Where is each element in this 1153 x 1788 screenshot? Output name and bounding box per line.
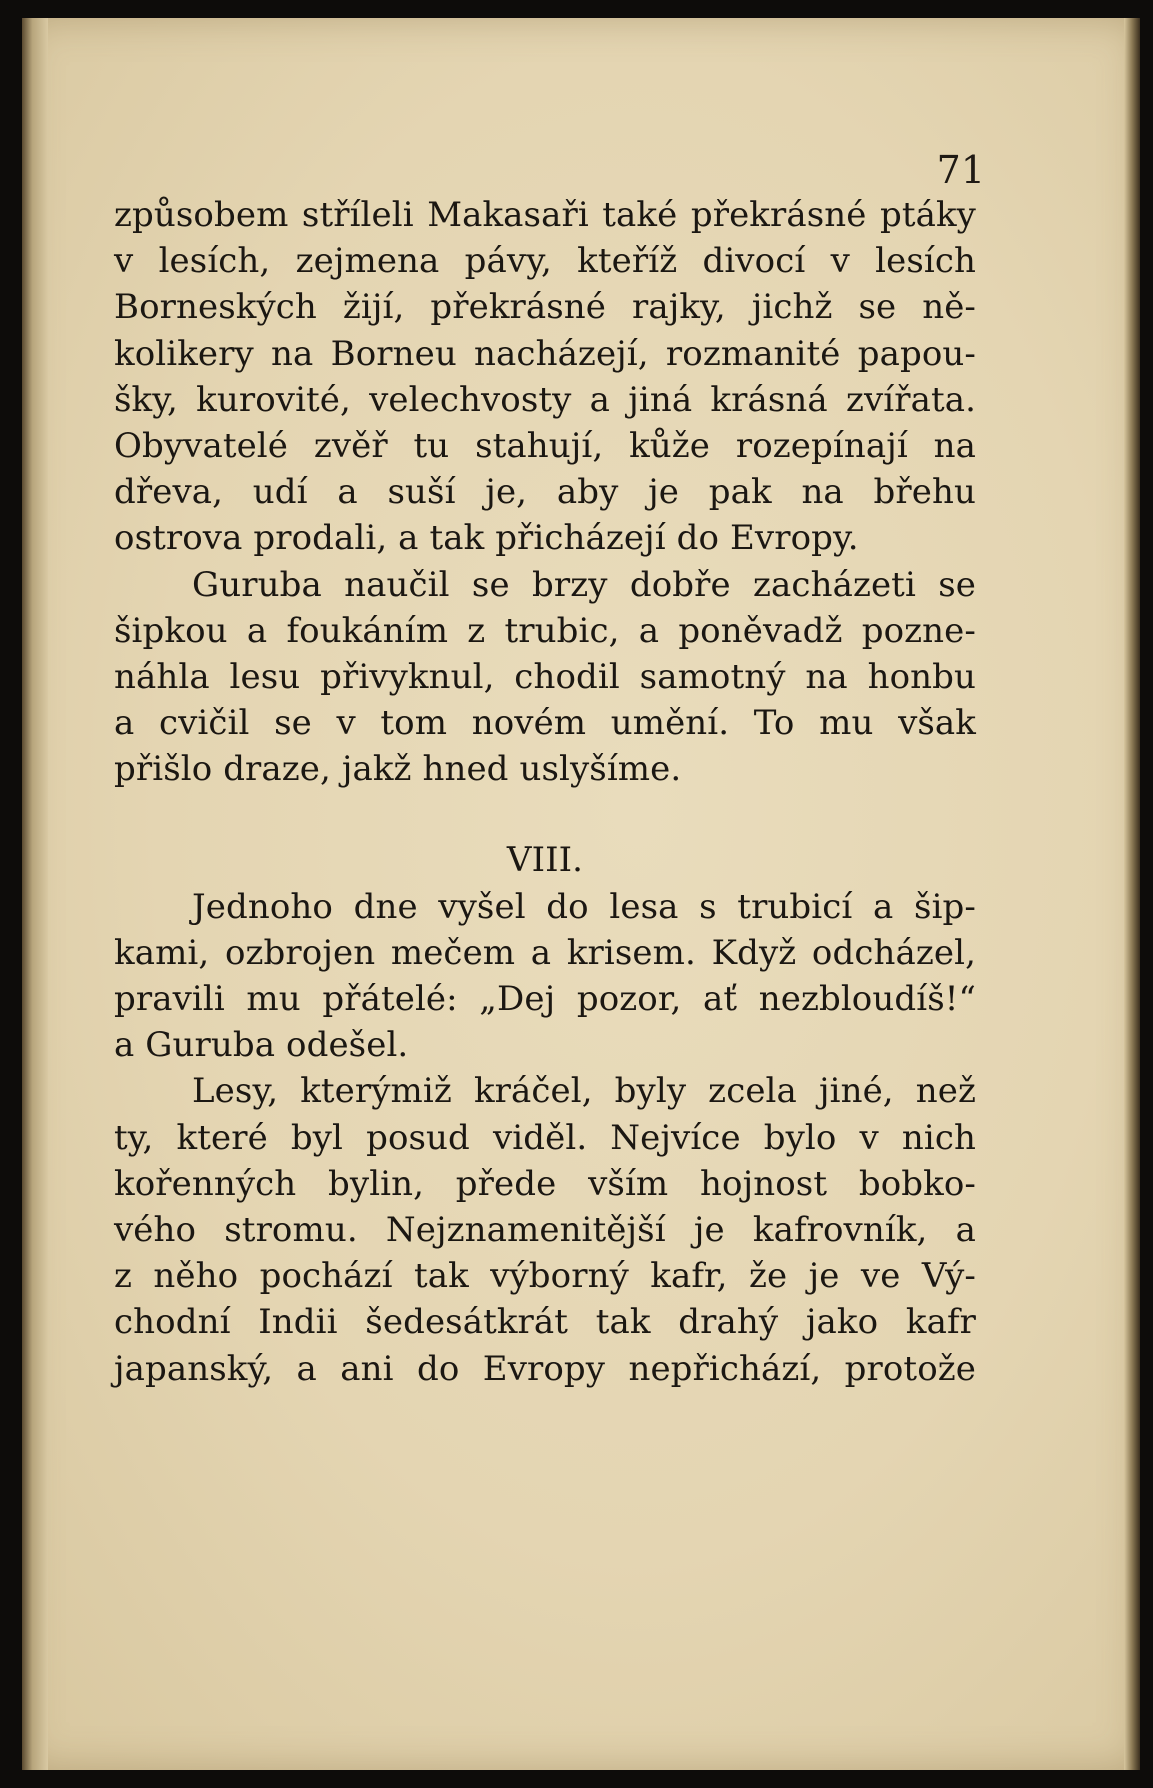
- text-line: Jednoho dne vyšel do lesa s trubicí a šip-: [192, 886, 976, 927]
- page-binding-edge: [22, 18, 48, 1770]
- text-line: z něho pochází tak výborný kafr, že je ve Vý-: [114, 1256, 976, 1297]
- text-line: ty, které byl posud viděl. Nejvíce bylo v nich: [114, 1117, 976, 1158]
- text-line: pravili mu přátelé: „Dej pozor, ať nezbloudíš!“: [114, 979, 976, 1019]
- text-line: náhla lesu přivyknul, chodil samotný na honbu: [114, 656, 976, 697]
- text-line: chodní Indii šedesátkrát tak drahý jako kafr: [114, 1302, 976, 1343]
- text-line: a Guruba odešel.: [114, 1025, 409, 1066]
- text-line: vého stromu. Nejznamenitější je kafrovník, a: [114, 1209, 976, 1250]
- text-line: dřeva, udí a suší je, aby je pak na břehu: [114, 472, 976, 513]
- text-line: Guruba naučil se brzy dobře zacházeti se: [192, 564, 976, 605]
- text-line: Obyvatelé zvěř tu stahují, kůže rozepínají na: [114, 425, 976, 466]
- text-line: japanský, a ani do Evropy nepřichází, protože: [114, 1348, 976, 1389]
- page-outer-edge: [1124, 18, 1140, 1770]
- text-line: Lesy, kterýmiž kráčel, byly zcela jiné, než: [192, 1071, 976, 1112]
- text-line: kami, ozbrojen mečem a krisem. Když odcházel,: [114, 932, 976, 973]
- text-line: přišlo draze, jakž hned uslyšíme.: [114, 749, 682, 790]
- text-line: v lesích, zejmena pávy, kteříž divocí v lesích: [114, 241, 976, 282]
- page-number: 71: [936, 148, 985, 192]
- text-line: kořenných bylin, přede vším hojnost bobko-: [114, 1163, 976, 1204]
- text-line: šky, kurovité, velechvosty a jiná krásná zvířata.: [114, 379, 976, 420]
- page-body-text: [114, 192, 976, 1392]
- text-line: ostrova prodali, a tak přicházejí do Evropy.: [114, 518, 859, 559]
- text-line: a cvičil se v tom novém umění. To mu však: [114, 703, 976, 744]
- text-line: způsobem stříleli Makasaři také překrásné ptáky: [114, 195, 976, 235]
- text-line: šipkou a foukáním z trubic, a poněvadž pozne-: [114, 610, 976, 651]
- text-line: Borneských žijí, překrásné rajky, jichž se ně-: [114, 287, 976, 328]
- chapter-heading: VIII.: [506, 840, 584, 881]
- text-line: kolikery na Borneu nacházejí, rozmanité papou-: [114, 333, 976, 374]
